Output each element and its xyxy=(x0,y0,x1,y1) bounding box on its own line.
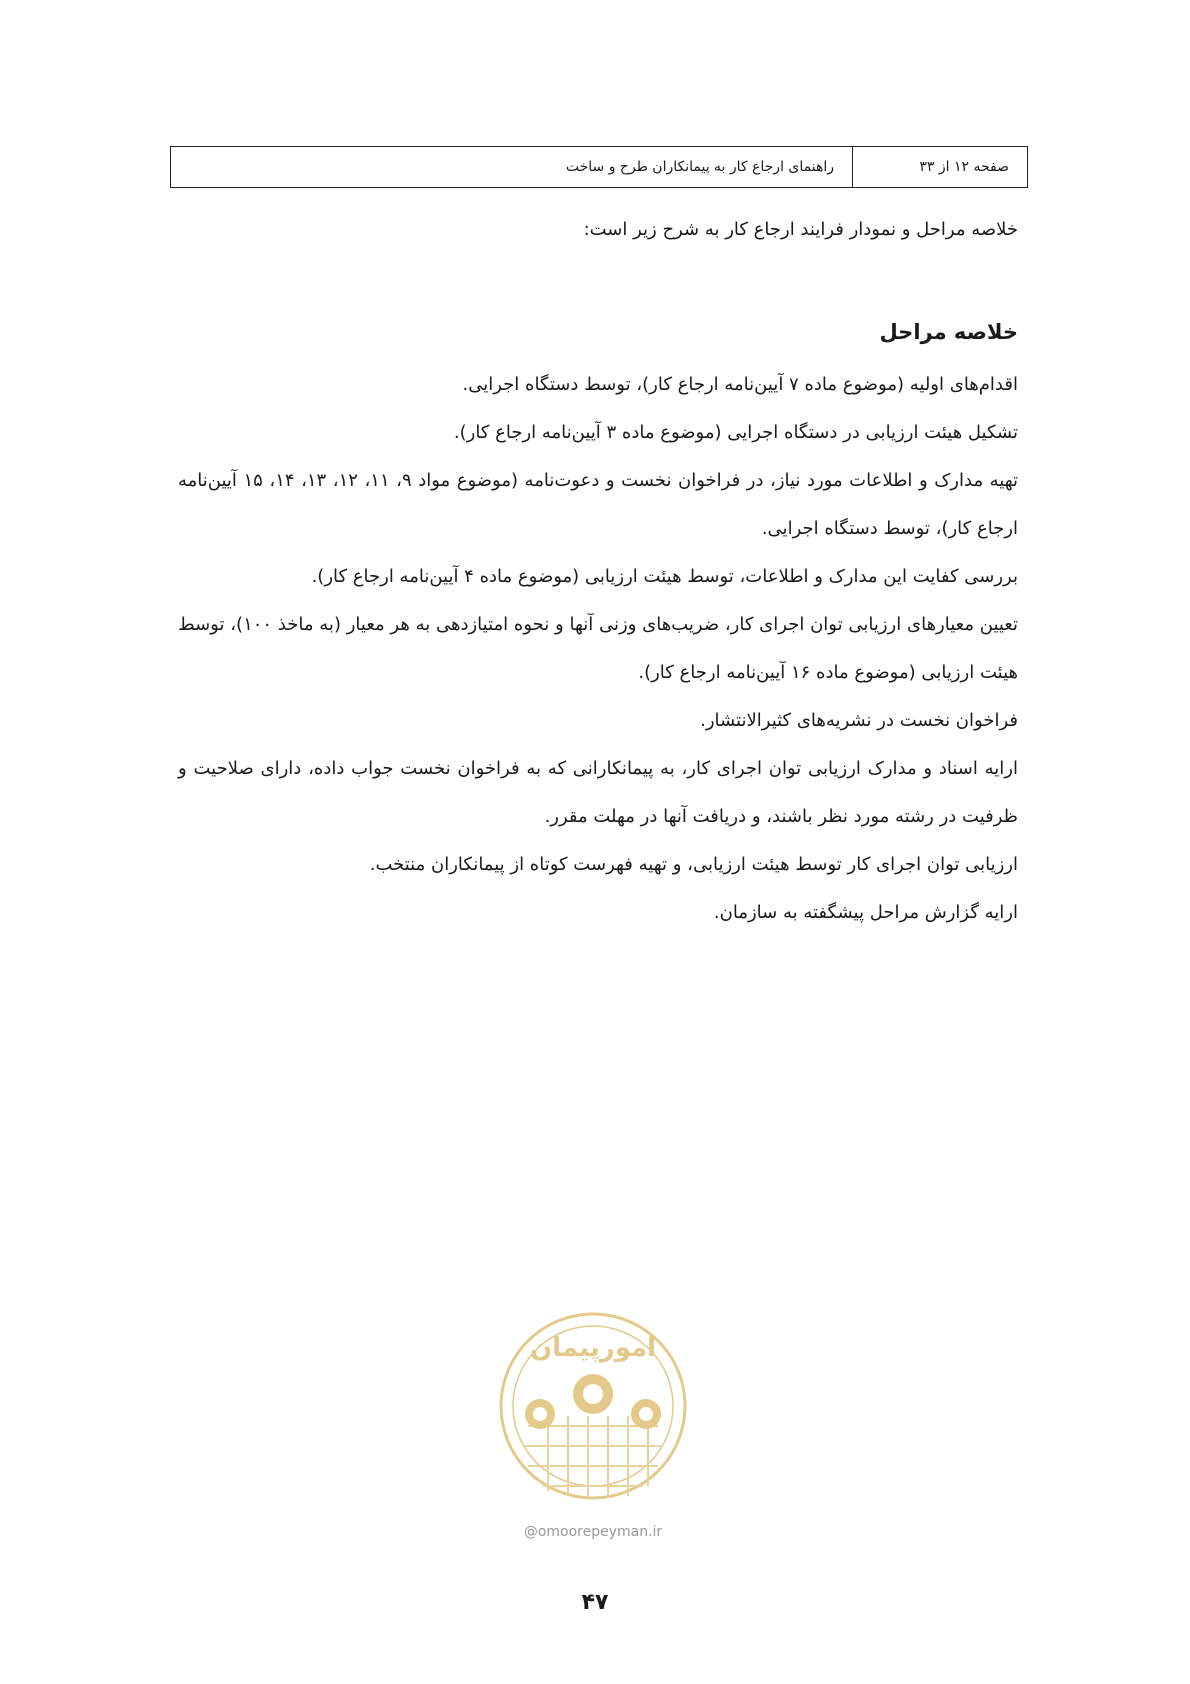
step-item: ارایه گزارش مراحل پیشگفته به سازمان. xyxy=(713,902,1018,923)
page-counter: صفحه ۱۲ از ۳۳ xyxy=(852,147,1027,187)
step-item: اقدام‌های اولیه (موضوع ماده ۷ آیین‌نامه ارجاع کار)، توسط دستگاه اجرایی. xyxy=(462,374,1018,395)
watermark-logo xyxy=(488,1296,698,1546)
logo-text: امورپیمان xyxy=(529,1333,657,1363)
step-item: فراخوان نخست در نشریه‌های کثیرالانتشار. xyxy=(700,710,1018,731)
step-item: ارزیابی توان اجرای کار توسط هیئت ارزیابی، و تهیه فهرست کوتاه از پیمانکاران منتخب. xyxy=(369,854,1018,875)
step-item: ارایه اسناد و مدارک ارزیابی توان اجرای کار، به پیمانکارانی که به فراخوان نخست جواب داده، دارای صلاحیت و ظرفیت در رشته مورد نظر باشند، و دریافت آنها در مهلت مقرر. xyxy=(178,758,1018,827)
page-content xyxy=(178,215,1018,937)
intro-paragraph: خلاصه مراحل و نمودار فرایند ارجاع کار به شرح زیر است: xyxy=(583,219,1018,240)
step-item: تعیین معیارهای ارزیابی توان اجرای کار، ضریب‌های وزنی آنها و نحوه امتیازدهی به هر معیار (به ماخذ ۱۰۰)، توسط هیئت ارزیابی (موضوع ماده ۱۶ آیین‌نامه ارجاع کار). xyxy=(178,614,1019,683)
step-item: بررسی کفایت این مدارک و اطلاعات، توسط هیئت ارزیابی (موضوع ماده ۴ آیین‌نامه ارجاع کار). xyxy=(311,566,1018,587)
step-item: تهیه مدارک و اطلاعات مورد نیاز، در فراخوان نخست و دعوت‌نامه (موضوع مواد ۹، ۱۱، ۱۲، ۱۳، ۱۴، ۱۵ آیین‌نامه ارجاع کار)، توسط دستگاه اجرایی. xyxy=(178,470,1019,539)
watermark-url: @omoorepeyman.ir xyxy=(523,1524,663,1540)
page-header xyxy=(170,146,1028,188)
page-number: ۴۷ xyxy=(581,1590,609,1615)
steps-list xyxy=(178,361,1018,937)
section-heading: خلاصه مراحل xyxy=(879,320,1018,344)
document-title: راهنمای ارجاع کار به پیمانکاران طرح و ساخت xyxy=(565,159,834,175)
step-item: تشکیل هیئت ارزیابی در دستگاه اجرایی (موضوع ماده ۳ آیین‌نامه ارجاع کار). xyxy=(453,422,1018,443)
